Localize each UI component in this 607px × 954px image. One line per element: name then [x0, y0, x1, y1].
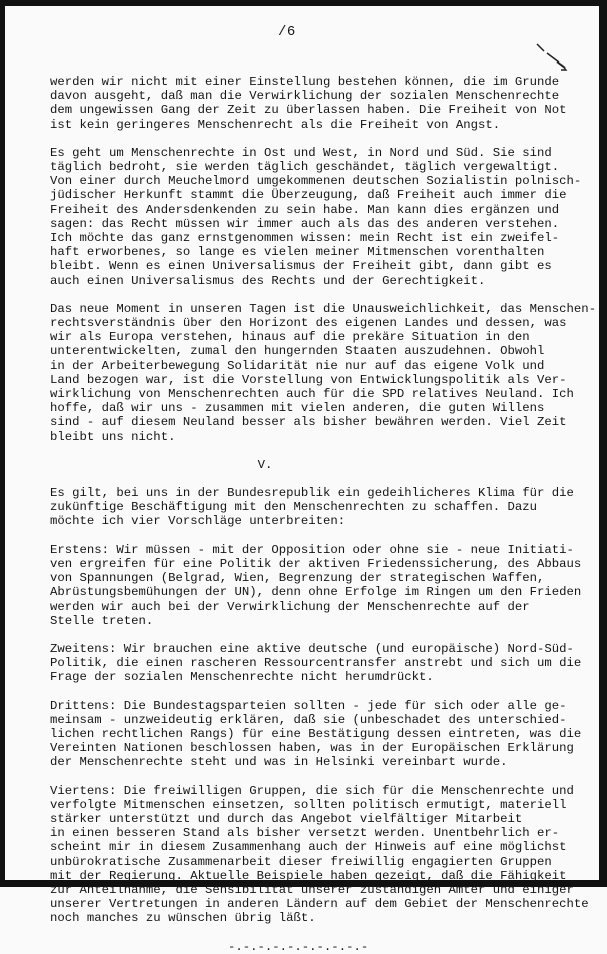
paragraph-proposal-third: Drittens: Die Bundestagsparteien sollten - jede für sich oder alle ge- meinsam - unzweideutig erklären, daß sie (unbeschadet des unterschied- lichen rechtlichen Rangs) für eine Bestätigung dessen eintreten, was die Vereinten Nationen beschlossen haben, was in der Europäischen Erklärung der Menschenrechte steht und was in Helsinki vereinbart wurde. — [50, 698, 582, 770]
paragraph-proposal-second: Zweitens: Wir brauchen eine aktive deutsche (und europäische) Nord-Süd- Politik, die einen rascheren Ressourcentransfer anstrebt und sich um die Frage der sozialen Menschenrechte nicht herumdrückt. — [50, 641, 582, 685]
end-marker: -.-.-.-.-.-.-.-.-.- — [228, 939, 369, 954]
page-number: /6 — [278, 24, 296, 40]
handwritten-mark-icon — [535, 40, 569, 74]
section-heading: V. — [257, 457, 273, 472]
scan-border-top — [0, 0, 607, 6]
paragraph-proposal-first: Erstens: Wir müssen - mit der Opposition oder ohne sie - neue Initiati- ven ergreifen für eine Politik der aktiven Friedenssicherung, des Abbaus von Spannungen (Belgrad, Wien, Begrenzung der strategischen Waffen, Abrüstungsbemühungen der UN), denn ohne Erfolge im Ringen um den Frieden werden wir auch bei der Verwirklichung der Menschenrechte auf der Stelle treten. — [50, 542, 582, 628]
paragraph-proposal-fourth: Viertens: Die freiwilligen Gruppen, die sich für die Menschenrechte und verfolgte Mitmenschen einsetzen, sollten politisch ermutigt, materiell stärker unterstützt und durch das Angebot vielfältiger Mitarbeit in einen besseren Stand als bisher versetzt werden. Unentbehrlich er- scheint mir in diesem Zusammenhang auch der Hinweis auf eine möglichst unbürokratische Zusammenarbeit dieser freiwillig engagierten Gruppen mit der Regierung. Aktuelle Beispiele haben gezeigt, daß die Fähigkeit zur Anteilnahme, die Sensibilität unserer zuständigen Ämter und einiger unserer Vertretungen in anderen Ländern auf dem Gebiet der Menschenrechte noch manches zu wünschen übrig läßt. — [50, 783, 589, 926]
paragraph-human-rights-east-west: Es geht um Menschenrechte in Ost und West, in Nord und Süd. Sie sind täglich bedroht, sie werden täglich geschändet, täglich vergewaltigt. Von einer durch Meuchelmord umgekommenen deutschen Sozialistin polnisch- jüdischer Herkunft stammt die Überzeugung, daß Freiheit auch immer die Freiheit des Andersdenkenden zu sein habe. Man kann dies ergänzen und sagen: das Recht müssen wir immer auch als das des anderen verstehen. Ich möchte das ganz ernstgenommen wissen: mein Recht ist ein zweifel- haft erworbenes, so lange es vielen meiner Mitmenschen vorenthalten bleibt. Wenn es einen Universalismus der Freiheit gibt, dann gibt es auch einen Universalismus des Rechts und der Gerechtigkeit. — [50, 145, 582, 288]
paragraph-freedom-from-want: werden wir nicht mit einer Einstellung bestehen können, die im Grunde davon ausgeht, daß man die Verwirklichung der sozialen Menschenrechte dem ungewissen Gang der Zeit zu überlassen haben. Die Freiheit von Not ist kein geringeres Menschenrecht als die Freiheit von Angst. — [50, 75, 567, 132]
scan-border-right — [599, 0, 607, 887]
paragraph-proposals-intro: Es gilt, bei uns in der Bundesrepublik ein gedeihlicheres Klima für die zukünftige Beschäftigung mit den Menschenrechten zu schaffen. Dazu möchte ich vier Vorschläge unterbreiten: — [50, 486, 574, 529]
document-body — [50, 75, 597, 954]
paragraph-new-moment: Das neue Moment in unseren Tagen ist die Unausweichlichkeit, das Menschen- rechtsverständnis über den Horizont des eigenen Landes und dessen, was wir als Europa verstehen, hinaus auf die prekäre Situation in den unterentwickelten, zumal den hungernden Staaten auszudehnen. Obwohl in der Arbeiterbewegung Solidarität nie nur auf das eigene Volk und Land bezogen war, ist die Vorstellung von Entwicklungspolitik als Ver- wirklichung von Menschenrechten auch für die SPD relatives Neuland. Ich hoffe, daß wir uns - zusammen mit vielen anderen, die guten Willens sind - auf diesem Neuland besser als bisher bewähren werden. Viel Zeit bleibt uns nicht. — [50, 301, 597, 444]
scan-border-left — [0, 0, 5, 887]
